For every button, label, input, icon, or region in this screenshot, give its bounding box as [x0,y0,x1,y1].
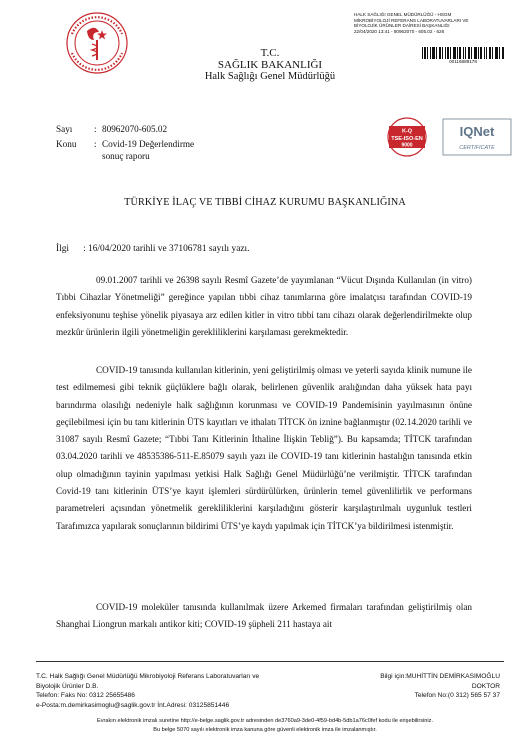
iqnet-logo [443,119,511,155]
letterhead [140,47,400,83]
konu-value: Covid-19 Değerlendirme sonuç raporu [102,139,195,161]
kq-top: K-Q [401,128,413,135]
letterhead-tc: T.C. [260,47,280,59]
footer-divider [36,661,504,662]
stamp-line: HALK SAĞLIĞI GENEL MÜDÜRLÜĞÜ - HSGM [354,12,452,17]
footer-address-line: e-Posta:m.demirkasimoglu@saglik.gov.tr İnt.Adresi: 03125851446 [36,701,230,709]
footer-address-line: Biyolojik Ürünler D.B. [36,682,99,690]
sayi-label: Sayı [56,124,73,134]
barcode-number: 00116889178 [449,59,477,64]
letterhead-directorate: Halk Sağlığı Genel Müdürlüğü [204,71,336,82]
recipient-title: TÜRKİYE İLAÇ VE TIBBİ CİHAZ KURUMU BAŞKANLIĞINA [124,197,406,208]
iqnet-sub: CERTIFICATE [459,145,495,151]
iqnet-title: IQNet [459,124,495,139]
footer-note-line: Evrakın elektronik imzalı suretine http://e-belge.saglik.gov.tr adresinden de3760a9-3de0-4f59-bd4b-5db1a76c0fef kodu ile erişebilirsiniz. [96,718,434,724]
certification-logos [385,117,515,159]
kq-num: 9000 [401,142,413,149]
stamp-line: MİKROBİYOLOJİ REFERANS LABORATUVARLARI VE [354,17,469,23]
footer-note-line: Bu belge 5070 sayılı elektronik imza kanuna göre güvenli elektronik imza ile imzalanmıştır. [153,727,377,733]
footer-contact-line: DOKTOR [471,682,500,690]
tse-iso-logo [388,118,426,156]
ministry-logo [58,10,136,80]
footer-address-line: Telefon: Faks No: 0312 25655486 [36,692,135,700]
registry-stamp [354,12,514,34]
footer-address [36,672,286,710]
konu-label: Konu [56,139,77,149]
barcode [422,46,504,58]
reference-line: İlgi : 16/04/2020 tarihli ve 37106781 sayılı yazı. [56,244,250,254]
footer-contact-line: Telefon No:(0 312) 565 57 37 [414,692,500,700]
sayi-colon: : [94,124,97,134]
footer-esign-note [20,717,510,735]
body-paragraph-3: COVID-19 moleküler tanısında kullanılmak üzere Arkemed firmaları tarafından geliştirilmiş olan Shanghai Liongrun markalı antikor kiti; COVID-19 şüpheli 211 hastaya ait [56,602,472,630]
body-paragraph-1: 09.01.2007 tarihli ve 26398 sayılı Resmî Gazete’de yayımlanan “Vücut Dışında Kullanılan (in vitro) Tıbbi Cihazlar Yönetmeliği” gereğince yapılan tıbbi cihaz tanımlarına göre imalatçısı tarafından COVID-19 enfeksiyonunu teşhise yönelik piyasaya arz edilen kitler in vitro tıbbi tanı cihazı olarak değerlendirilmekte olup mezkûr ürünlerin ilgili yönetmeliğin gerekliliklerini karşılaması gerekmektedir. [56,275,472,337]
footer-contact-line: Bilgi için:MUHİTTİN DEMİRKASIMOĞLU [380,673,500,680]
stamp-line: BİYOLOJİK ÜRÜNLER DAİRESİ BAŞKANLIĞI [354,23,450,29]
kq-mid: TSE-ISO-EN [391,136,423,142]
sayi-value: 80962070-605.02 [102,124,168,134]
body-paragraph-2: COVID-19 tanısında kullanılan kitlerinin, yeni geliştirilmiş olması ve yeterli sayıda klinik numune ile test edilmemesi gibi teknik güçlüklere bağlı olarak, belirlenen güvenlik aralığından daha yüksek hata payı barındırma olasılığı nedeniyle halk sağlığının korunması ve COVID-19 Pandemisinin yayılmasının önüne geçilebilmesi için bu tanı kitlerinin ÜTS kayıtları ve ithalatı TİTCK ön iznine bağlanmıştır (02.14.2020 tarihli ve 31087 sayılı Resmî Gazete; “Tıbbi Tanı Kitlerinin İthaline İlişkin Tebliğ”). Bu kapsamda; TİTCK tarafından 03.04.2020 tarihli ve 48535386-511-E.85079 sayılı yazı ile COVID-19 tanı kitlerinin hastalığın tanısında etkin olup olmadığının tayinin yapılması yetkisi Halk Sağlığı Genel Müdürlüğü’ne verilmiştir. TİTCK tarafından Covid-19 tanı kitlerinin ÜTS’ye kayıt işlemleri sürdürülürken, ürünlerin temel güvenlilirlik ve performans parametreleri açısından yönetmelik gerekliliklerini karşıladığını gösterir karşılaştırılmalı uygunluk testleri Tarafımızca yapılarak sonuçlarının bildirimi ÜTS’ye kaydı yapılmak için TİTCK’ya bildirilmesi istenmiştir. [56,365,472,531]
footer-contact [300,672,500,701]
stamp-line: 22/04/2020 13:41 - 80962070 - 605.02 - 626 [354,28,445,34]
footer-address-line: T.C. Halk Sağlığı Genel Müdürlüğü Mikrobiyoloji Referans Laboratuvarları ve [36,673,260,680]
konu-colon: : [94,139,97,149]
letterhead-ministry: SAĞLIK BAKANLIĞI [217,59,323,71]
